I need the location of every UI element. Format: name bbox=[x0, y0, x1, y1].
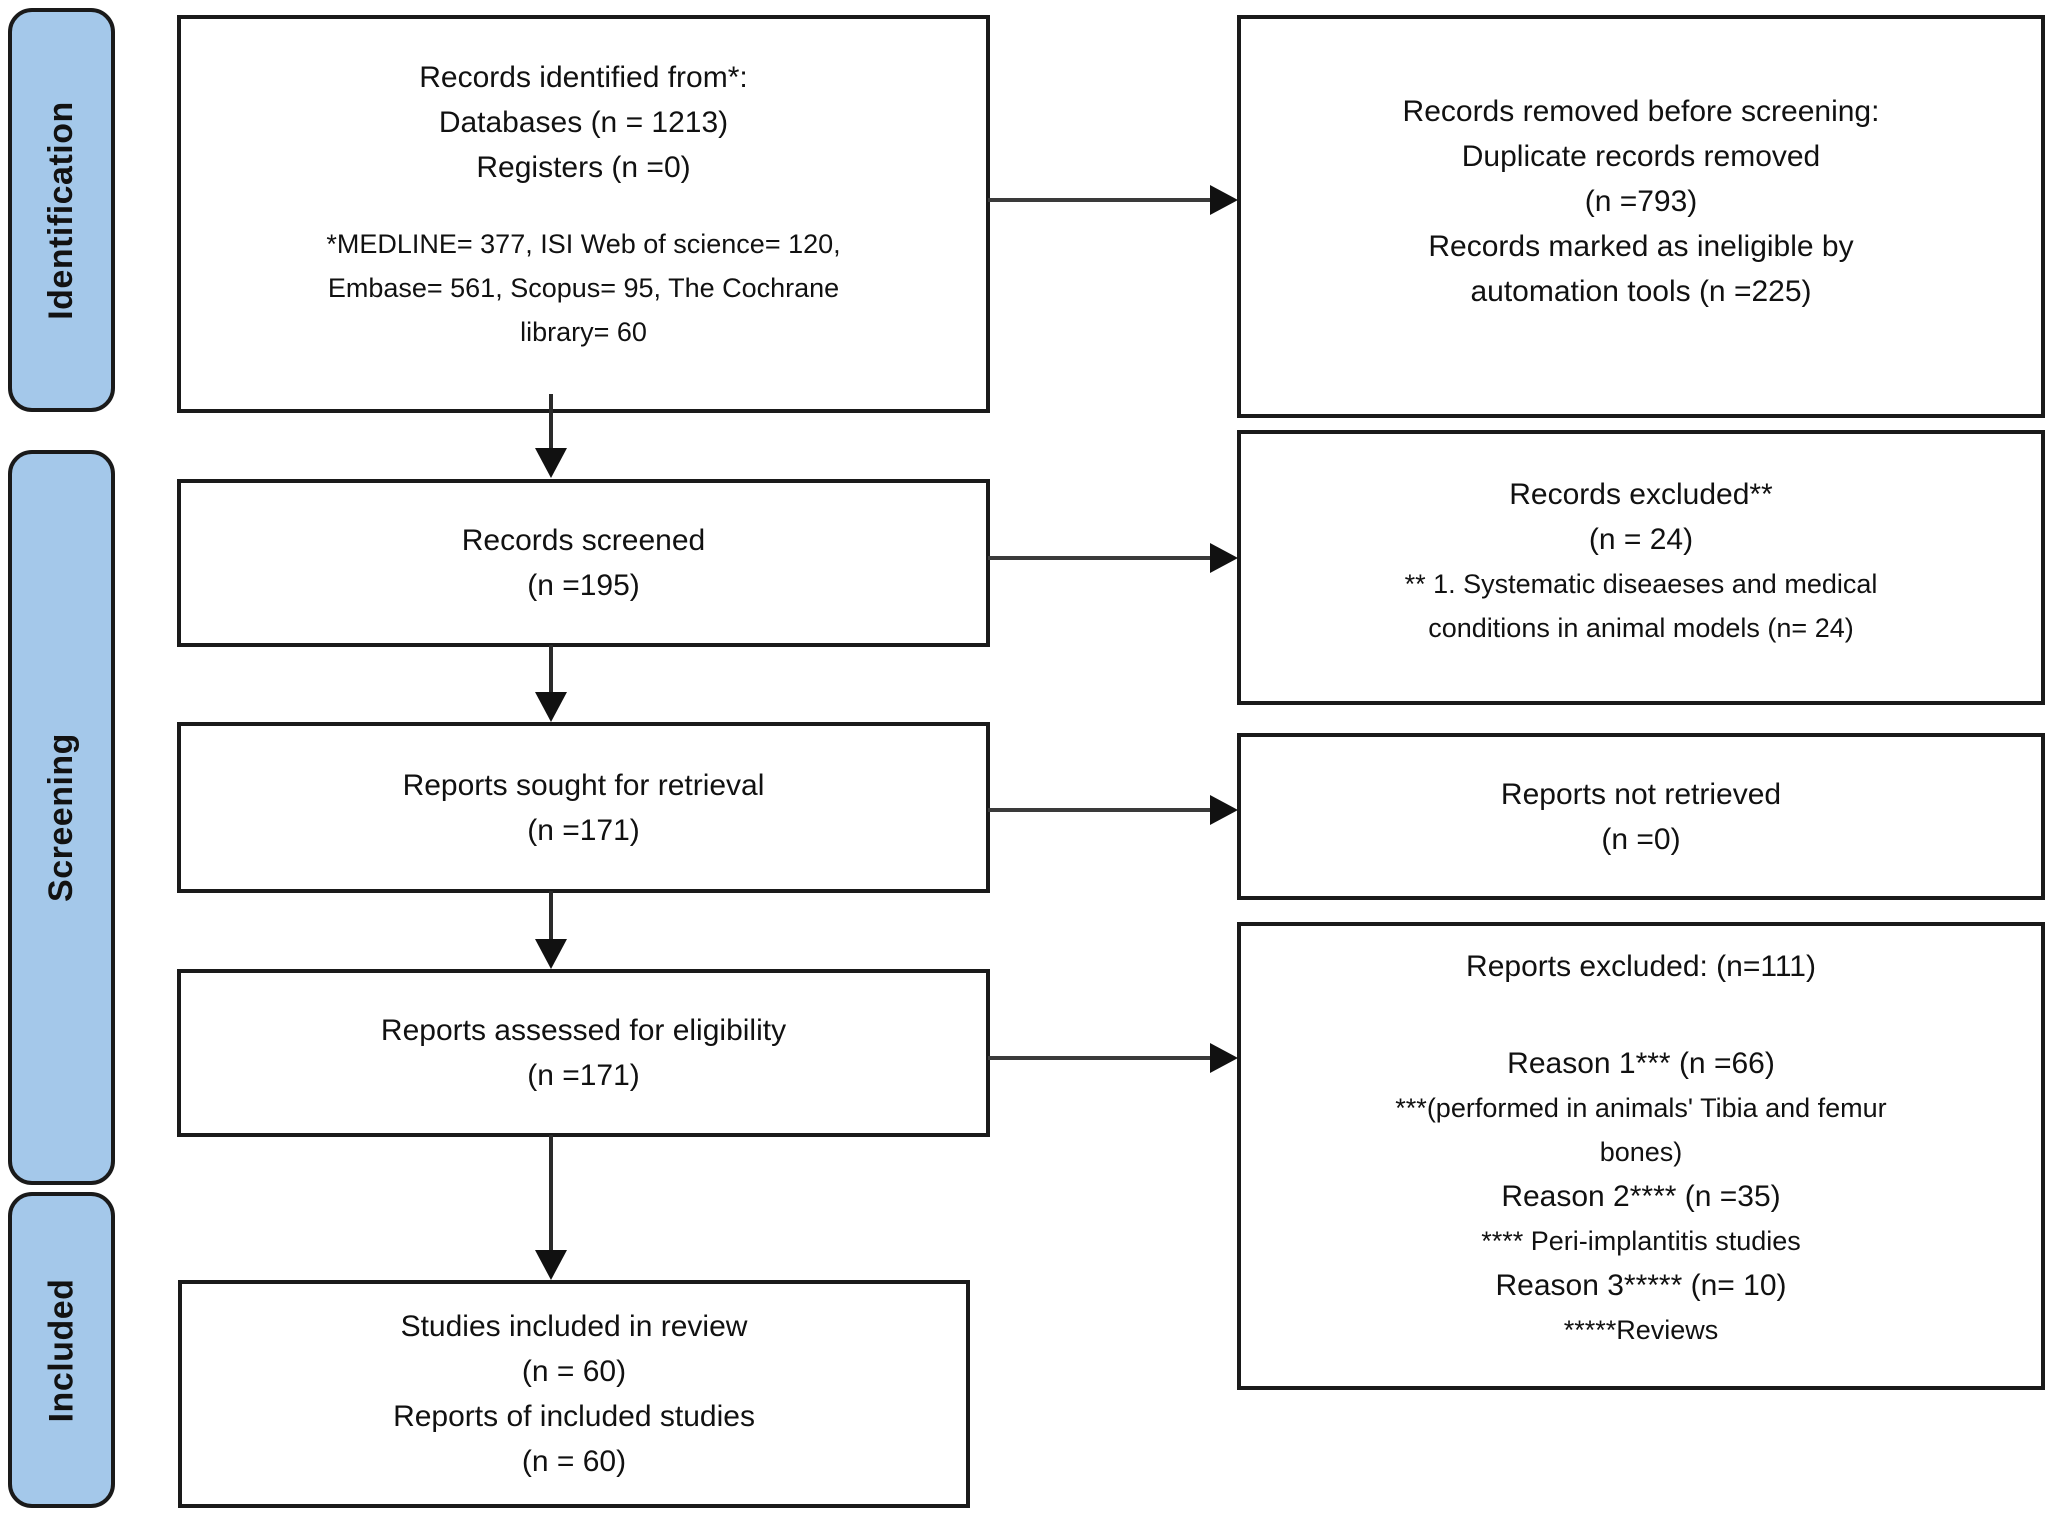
box-reports-sought bbox=[177, 722, 990, 893]
sidebar-stage-identification-label: Identification bbox=[42, 100, 80, 320]
box-line: Records marked as ineligible by bbox=[1428, 230, 1854, 263]
box-line: Registers (n =0) bbox=[476, 151, 691, 184]
box-records-excluded bbox=[1237, 430, 2045, 705]
box-records-screened bbox=[177, 479, 990, 647]
box-line: Reports not retrieved bbox=[1500, 777, 1782, 811]
arrow-shaft bbox=[988, 556, 1212, 560]
box-line: (n = 24) bbox=[1588, 523, 1694, 556]
box-line: (n = 60) bbox=[521, 1355, 627, 1388]
box-footnote bbox=[326, 222, 840, 354]
arrow-shaft bbox=[988, 198, 1212, 202]
box-reports-assessed bbox=[177, 969, 990, 1137]
box-line: Reports sought for retrieval bbox=[402, 768, 765, 802]
arrowhead-down-icon bbox=[535, 939, 567, 969]
box-line: Reports of included studies bbox=[393, 1400, 755, 1433]
box-line: Records excluded** bbox=[1509, 478, 1773, 511]
box-line: automation tools (n =225) bbox=[1470, 275, 1812, 308]
sidebar-stage-included bbox=[8, 1192, 115, 1508]
box-footnote-line: conditions in animal models (n= 24) bbox=[1428, 613, 1854, 643]
box-footnote-line: *****Reviews bbox=[1563, 1315, 1719, 1345]
box-line: (n =0) bbox=[1601, 822, 1681, 856]
box-footnote-line: **** Peri-implantitis studies bbox=[1481, 1226, 1801, 1256]
box-footnote-line: Embase= 561, Scopus= 95, The Cochrane bbox=[327, 273, 840, 303]
box-footnote-line: ***(performed in animals' Tibia and femur bbox=[1395, 1093, 1887, 1123]
box-reports-excluded bbox=[1237, 922, 2045, 1390]
arrowhead-down-icon bbox=[535, 692, 567, 722]
sidebar-stage-screening-label: Screening bbox=[42, 733, 81, 902]
box-footnote-line: library= 60 bbox=[520, 317, 647, 347]
arrowhead-right-icon bbox=[1210, 795, 1238, 825]
box-line: Studies included in review bbox=[400, 1310, 748, 1343]
box-reason-line: Reason 3***** (n= 10) bbox=[1495, 1269, 1787, 1302]
box-records-identified bbox=[177, 15, 990, 413]
box-reports-not-retrieved bbox=[1237, 733, 2045, 900]
box-line: Records screened bbox=[461, 524, 706, 557]
box-line: (n = 60) bbox=[521, 1445, 627, 1478]
box-line: Records removed before screening: bbox=[1402, 95, 1880, 128]
box-reason-line: Reason 2**** (n =35) bbox=[1501, 1180, 1781, 1213]
arrow-shaft bbox=[549, 645, 553, 695]
box-line: (n =171) bbox=[527, 813, 640, 847]
arrow-shaft bbox=[988, 1056, 1212, 1060]
sidebar-stage-included-label: Included bbox=[42, 1278, 81, 1422]
box-footnote-line: ** 1. Systematic diseaeses and medical bbox=[1404, 569, 1878, 599]
box-line: Records identified from*: bbox=[419, 61, 748, 94]
arrowhead-right-icon bbox=[1210, 543, 1238, 573]
arrowhead-down-icon bbox=[535, 1250, 567, 1280]
box-line: Reports assessed for eligibility bbox=[380, 1014, 787, 1047]
box-line: (n =195) bbox=[527, 569, 640, 602]
arrow-shaft bbox=[988, 808, 1212, 812]
box-line: (n =793) bbox=[1584, 185, 1698, 218]
box-line: Databases (n = 1213) bbox=[438, 106, 729, 139]
arrow-shaft bbox=[549, 1135, 553, 1253]
box-footnote-line: bones) bbox=[1599, 1137, 1683, 1167]
box-line: Duplicate records removed bbox=[1461, 140, 1821, 173]
arrowhead-right-icon bbox=[1210, 1043, 1238, 1073]
arrow-shaft bbox=[549, 891, 553, 943]
arrowhead-down-icon bbox=[535, 448, 567, 478]
sidebar-stage-screening bbox=[8, 450, 115, 1185]
box-title: Reports excluded: (n=111) bbox=[1466, 950, 1816, 983]
arrowhead-right-icon bbox=[1210, 185, 1238, 215]
sidebar-stage-identification bbox=[8, 8, 115, 412]
box-records-removed bbox=[1237, 15, 2045, 418]
box-line: (n =171) bbox=[527, 1059, 640, 1092]
box-studies-included bbox=[178, 1280, 970, 1508]
box-footnote-line: *MEDLINE= 377, ISI Web of science= 120, bbox=[326, 229, 841, 259]
arrow-shaft bbox=[549, 394, 553, 452]
box-reason-line: Reason 1*** (n =66) bbox=[1507, 1047, 1775, 1080]
